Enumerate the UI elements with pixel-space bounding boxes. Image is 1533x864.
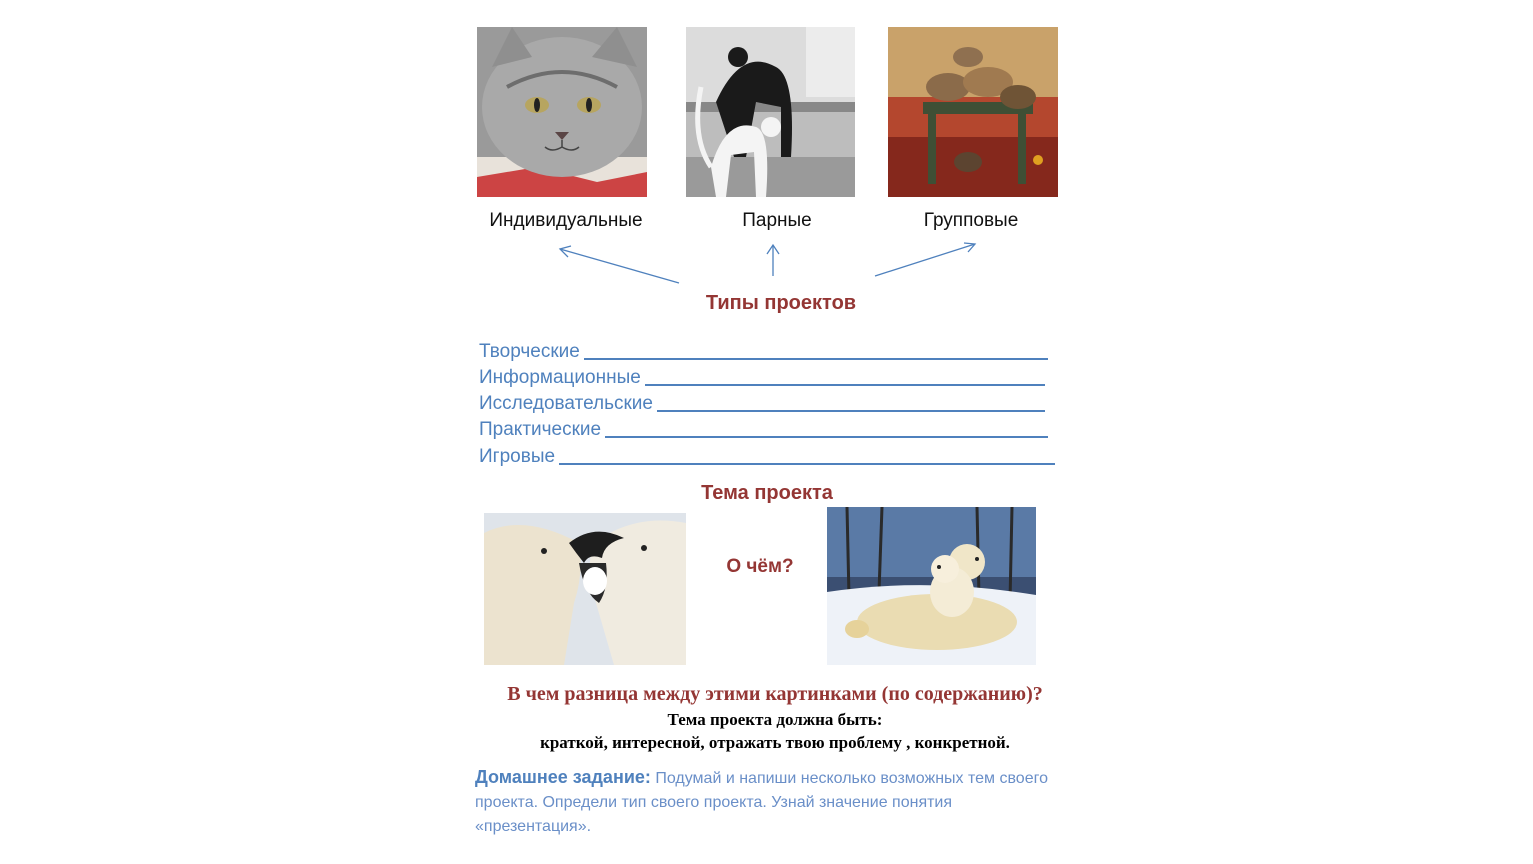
topic-requirement-heading: Тема проекта должна быть: [667, 710, 883, 729]
arrow-to-individual [560, 249, 679, 283]
type-label-group: Групповые [923, 210, 1019, 231]
section-title-project-topic: Тема проекта [701, 482, 833, 504]
fill-in-line [645, 384, 1045, 386]
about-question: О чём? [726, 556, 794, 577]
fill-in-line [605, 436, 1048, 438]
type-label-individual: Индивидуальные [489, 210, 643, 231]
topic-requirement-details: краткой, интересной, отражать твою проблему , конкретной. [540, 733, 1010, 752]
category-label: Информационные [479, 367, 641, 388]
category-row-creative [479, 337, 1048, 363]
category-label: Практические [479, 419, 602, 440]
bears-kissing-photo [484, 513, 686, 665]
category-label: Творческие [479, 341, 580, 362]
category-row-informational [479, 363, 1045, 389]
homework-block [475, 765, 1070, 839]
fill-in-line [559, 463, 1055, 465]
difference-question: В чем разница между этими картинками (по содержанию)? [507, 683, 1043, 705]
arrow-to-group [875, 244, 975, 276]
homework-text: Подумай и напиши несколько возможных тем своего проекта. Определи тип своего проекта. Узнай значение понятия «презентация». [475, 770, 1048, 835]
section-title-project-types: Типы проектов [705, 292, 857, 314]
bear-mother-cub-photo [827, 507, 1036, 665]
type-label-pair: Парные [742, 210, 812, 231]
category-row-game [479, 442, 1055, 468]
homework-title: Домашнее задание: [475, 767, 651, 787]
fill-in-line [584, 358, 1048, 360]
arrows-diagram [0, 0, 1533, 300]
fill-in-line [657, 410, 1045, 412]
category-label: Исследовательские [479, 393, 653, 414]
category-label: Игровые [479, 446, 556, 467]
category-row-practical [479, 415, 1048, 441]
category-row-research [479, 389, 1045, 415]
